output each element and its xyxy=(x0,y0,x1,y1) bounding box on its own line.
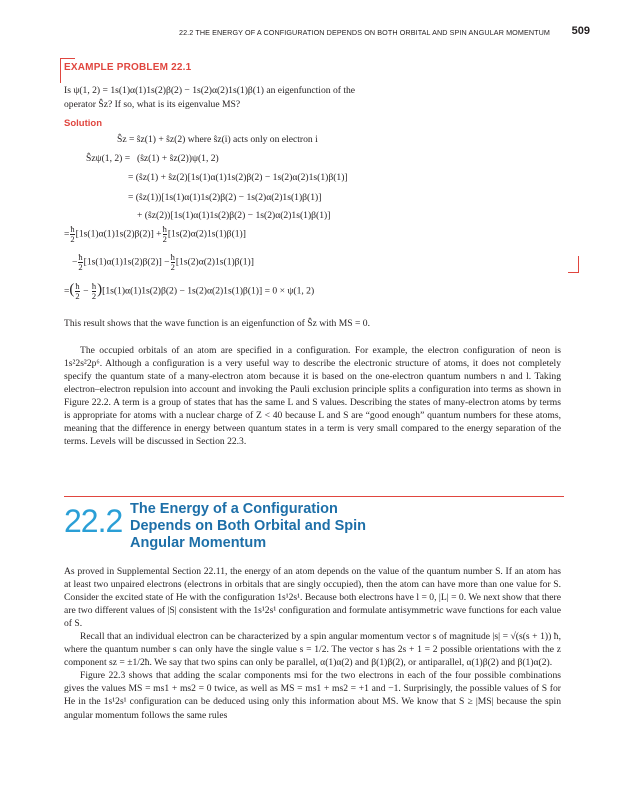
equation-line-7-term-b: [1s(2)α(2)1s(1)β(1)] xyxy=(175,256,254,268)
fraction: $\frac{ħ}{2}$ xyxy=(162,224,167,244)
paragraph-3-text: Recall that an individual electron can be characterized by a spin angular momentum vector s of magnitude |s| = √(s(s + 1)) ħ, where the quantum number s can only have the single value s = 1/2. The vector s has 2s + 1 = 2 possible orientations with the z component sz = ±1/2ħ. We say that two spins can only be parallel, α(1)α(2) and β(1)β(2), or antiparallel, α(1)β(2) and β(1)α(2). xyxy=(64,631,561,669)
example-title: EXAMPLE PROBLEM 22.1 xyxy=(64,62,192,73)
section-rule xyxy=(64,496,564,497)
problem-line-2: operator Ŝz? If so, what is its eigenvalue MS? xyxy=(64,99,241,110)
equation-line-5: + (ŝz(2))[1s(1)α(1)1s(2)β(2) − 1s(2)α(2)1s(1)β(1)] xyxy=(137,210,331,221)
running-header xyxy=(178,25,590,42)
paragraph-configuration xyxy=(64,344,561,448)
page-number: 509 xyxy=(571,25,590,37)
example-end-bracket xyxy=(568,256,579,273)
example-conclusion: This result shows that the wave function is an eigenfunction of Ŝz with MS = 0. xyxy=(64,318,370,329)
fraction: $\frac{ħ}{2}$ xyxy=(75,281,80,301)
equation-line-6: = $\frac{ħ}{2}$ [1s(1)α(1)1s(2)β(2)] + $\frac{ħ}{2}$ [1s(2)α(2)1s(1)β(1)] xyxy=(64,224,246,244)
fraction: $\frac{ħ}{2}$ xyxy=(91,281,97,301)
section-title-line-2: Depends on Both Orbital and Spin xyxy=(130,518,367,534)
solution-label: Solution xyxy=(64,118,102,129)
equation-line-7-term-a: [1s(1)α(1)1s(2)β(2)] − xyxy=(83,256,170,268)
section-body xyxy=(64,565,561,722)
equation-line-8: =( $\frac{ħ}{2}$ − $\frac{ħ}{2}$ )[1s(1)α(1)1s(2)β(2) − 1s(2)α(2)1s(1)β(1)] = 0 × ψ(1, 2) xyxy=(64,281,315,301)
problem-line-1: Is ψ(1, 2) = 1s(1)α(1)1s(2)β(2) − 1s(2)α(2)1s(1)β(1) an eigenfunction of the xyxy=(64,85,356,96)
paragraph-4-text: Figure 22.3 shows that adding the scalar components msi for the two electrons in each of the four possible combinations gives the values MS = ms1 + ms2 = 0 twice, as well as MS = ms1 + ms2 = +1 and −1. Surprisingly, the possible values of S for He in the 1s¹2s¹ configuration can be deduced using only this information about MS. We know that S ≥ |MS| because the spin angular momentum follows the same rules xyxy=(64,670,561,721)
paragraph-1-text: The occupied orbitals of an atom are specified in a configuration. For example, the electron configuration of neon is 1s²2s²2p⁶. Although a configuration is a very useful way to describe the electronic structure of atoms, it does not completely specify the quantum state of a many-electron atom because it is based on the one-electron quantum numbers n and l. Taking electron–electron repulsion into account and invoking the Pauli exclusion principle splits a configuration into terms as shown in Figure 22.2. A term is a group of states that has the same L and S values. Describing the states of many-electron atoms by terms is appropriate for atoms with a nuclear charge of Z < 40 because L and S are “good enough” quantum numbers for these atoms, meaning that the difference in energy between quantum states in a term is very small compared to the energy separation of the terms. Levels will be discussed in Section 22.3. xyxy=(64,345,561,448)
equation-line-3: = (ŝz(1) + ŝz(2)[1s(1)α(1)1s(2)β(2) − 1s(2)α(2)1s(1)β(1)] xyxy=(128,172,348,183)
running-title: 22.2 THE ENERGY OF A CONFIGURATION DEPENDS ON BOTH ORBITAL AND SPIN ANGULAR MOMENTUM xyxy=(178,28,550,37)
fraction: $\frac{ħ}{2}$ xyxy=(70,224,75,244)
equation-line-6-term-a: [1s(1)α(1)1s(2)β(2)] + xyxy=(75,228,162,240)
section-title-line-1: The Energy of a Configuration xyxy=(130,501,338,517)
section-title xyxy=(130,501,366,552)
section-title-line-3: Angular Momentum xyxy=(130,535,267,551)
equation-lhs: Ŝzψ(1, 2) = xyxy=(86,153,131,164)
paragraph-2-text: As proved in Supplemental Section 22.11, the energy of an atom depends on the value of the quantum number S. If an atom has at least two unpaired electrons (electrons in orbitals that are singly occupied), then the atom can have more than one value for S. Consider the excited state of He with the configuration 1s¹2s¹. Because both electrons have l = 0, |L| = 0. We next show that there are two different values of |S| consistent with the 1s¹2s¹ configuration and formulate antisymmetric wave functions for each value of S. xyxy=(64,566,561,630)
fraction: $\frac{ħ}{2}$ xyxy=(170,252,175,272)
fraction: $\frac{ħ}{2}$ xyxy=(78,252,83,272)
equation-line-6-term-b: [1s(2)α(2)1s(1)β(1)] xyxy=(167,228,246,240)
equation-line-8-body: [1s(1)α(1)1s(2)β(2) − 1s(2)α(2)1s(1)β(1)] = 0 × ψ(1, 2) xyxy=(102,285,315,297)
equation-line-7: − $\frac{ħ}{2}$ [1s(1)α(1)1s(2)β(2)] − $\frac{ħ}{2}$ [1s(2)α(2)1s(1)β(1)] xyxy=(72,252,254,272)
section-number: 22.2 xyxy=(64,503,123,539)
equation-line-2: (ŝz(1) + ŝz(2))ψ(1, 2) xyxy=(137,153,219,164)
equation-line-4: = (ŝz(1))[1s(1)α(1)1s(2)β(2) − 1s(2)α(2)1s(1)β(1)] xyxy=(128,192,322,203)
equation-sz-definition: Ŝz = ŝz(1) + ŝz(2) where ŝz(i) acts only on electron i xyxy=(117,134,318,145)
